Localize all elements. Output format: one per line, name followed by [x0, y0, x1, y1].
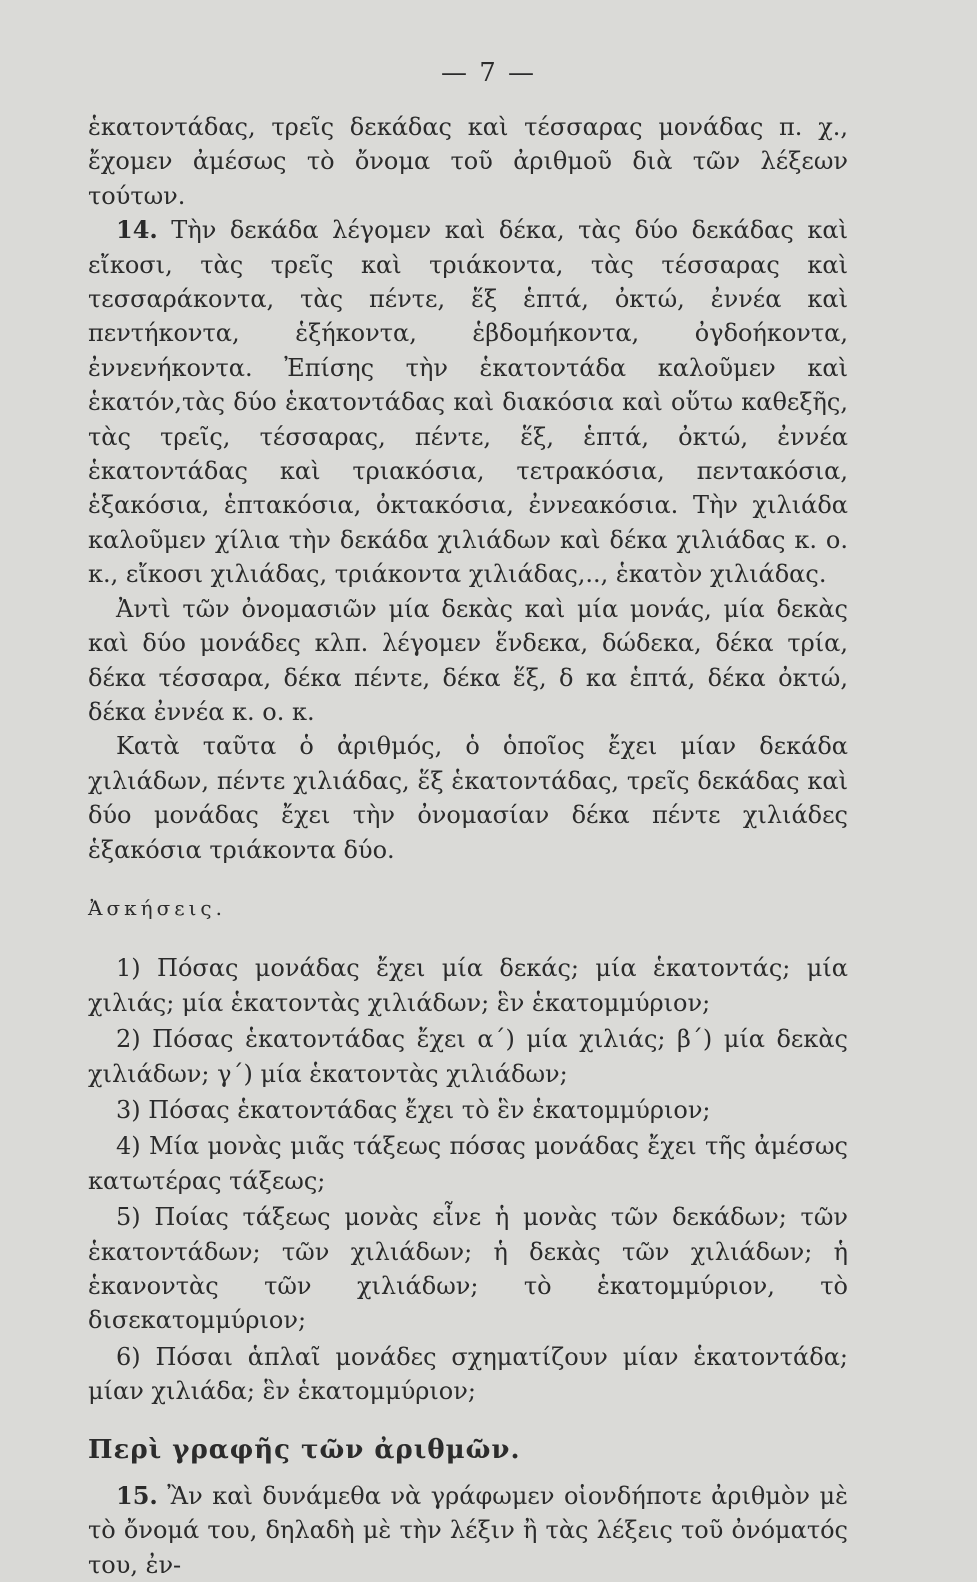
paragraph-14	[88, 213, 848, 591]
exercise-item: 3) Πόσας ἑκατοντάδας ἔχει τὸ ἓν ἑκατομμύριον;	[116, 1095, 711, 1124]
paragraph-text: Τὴν δεκάδα λέγομεν καὶ δέκα, τὰς δύο δεκάδας καὶ εἴκοσι, τὰς τρεῖς καὶ τριάκοντα, τὰς τέσσαρας καὶ τεσσαράκοντα, τὰς πέντε, ἕξ ἑπτά, ὀκτώ, ἐννέα καὶ πεντήκοντα, ἑξήκοντα, ἑβδομήκοντα, ὀγδοήκοντα, ἐννενήκοντα. Ἐπίσης τὴν ἑκατοντάδα καλοῦμεν καὶ ἑκατόν,τὰς δύο ἑκατοντάδας καὶ διακόσια καὶ οὕτω καθεξῆς, τὰς τρεῖς, τέσσαρας, πέντε, ἕξ, ἑπτά, ὀκτώ, ἐννέα ἑκατοντάδας καὶ τριακόσια, τετρακόσια, πεντακόσια, ἑξακόσια, ἑπτακόσια, ὀκτακόσια, ἐννεακόσια. Τὴν χιλιάδα καλοῦμεν χίλια τὴν δεκάδα χιλιάδων καὶ δέκα χιλιάδας κ. ο. κ., εἴκοσι χιλιάδας, τριάκοντα χιλιάδας,.., ἑκατὸν χιλιάδας.	[88, 216, 848, 589]
exercise-item: 4) Μία μονὰς μιᾶς τάξεως πόσας μονάδας ἔχει τῆς ἀμέσως κατωτέρας τάξεως;	[88, 1132, 848, 1195]
section-heading: Περὶ γραφῆς τῶν ἀριθμῶν.	[88, 1434, 521, 1465]
paragraph-text: Ἂν καὶ δυνάμεθα νὰ γράφωμεν οἱονδήποτε ἀριθμὸν μὲ τὸ ὄνομά του, δηλαδὴ μὲ τὴν λέξιν ἢ τὰς λέξεις τοῦ ὀνόματός του, ἐν-	[88, 1482, 848, 1579]
exercise-item: 5) Ποίας τάξεως μονὰς εἶνε ἡ μονὰς τῶν δεκάδων; τῶν ἑκατοντάδων; τῶν χιλιάδων; ἡ δεκὰς τῶν χιλιάδων; ἡ ἑκανοντὰς τῶν χιλιάδων; τὸ ἑκατομμύριον, τὸ δισεκατομμύριον;	[88, 1203, 848, 1335]
page-number: — 7 —	[440, 58, 537, 88]
paragraph-number: 15.	[116, 1481, 158, 1511]
exercise-item: 1) Πόσας μονάδας ἔχει μία δεκάς; μία ἑκατοντάς; μία χιλιάς; μία ἑκατοντὰς χιλιάδων; ἓν ἑκατομμύριον;	[88, 954, 848, 1017]
exercises-heading: Ἀσκήσεις.	[88, 895, 226, 920]
paragraph-number: 14.	[116, 215, 158, 245]
exercise-item: 6) Πόσαι ἁπλαῖ μονάδες σχηματίζουν μίαν ἑκατοντάδα; μίαν χιλιάδα; ἓν ἑκατομμύριον;	[88, 1342, 848, 1406]
paragraph-continued: ἑκατοντάδας, τρεῖς δεκάδας καὶ τέσσαρας μονάδας π. χ., ἔχομεν ἀμέσως τὸ ὄνομα τοῦ ἀριθμοῦ διὰ τῶν λέξεων τούτων.	[88, 113, 848, 210]
paragraph-example: Κατὰ ταῦτα ὁ ἀριθμός, ὁ ὁποῖος ἔχει μίαν δεκάδα χιλιάδων, πέντε χιλιάδας, ἕξ ἑκατοντάδας, τρεῖς δεκάδας καὶ δύο μονάδας ἔχει τὴν ὀνομασίαν δέκα πέντε χιλιάδες ἑξακόσια τριάκοντα δύο.	[88, 732, 848, 864]
paragraph-names: Ἀντὶ τῶν ὀνομασιῶν μία δεκὰς καὶ μία μονάς, μία δεκὰς καὶ δύο μονάδες κλπ. λέγομεν ἕνδεκα, δώδεκα, δέκα τρία, δέκα τέσσαρα, δέκα πέντε, δέκα ἕξ, δ κα ἑπτά, δέκα ὀκτώ, δέκα ἐννέα κ. ο. κ.	[88, 594, 848, 726]
paragraph-15	[88, 1479, 848, 1582]
exercise-item: 2) Πόσας ἑκατοντάδας ἔχει α΄) μία χιλιάς; β΄) μία δεκὰς χιλιάδων; γ΄) μία ἑκατοντὰς χιλιάδων;	[88, 1025, 848, 1088]
page-body	[88, 110, 848, 1582]
